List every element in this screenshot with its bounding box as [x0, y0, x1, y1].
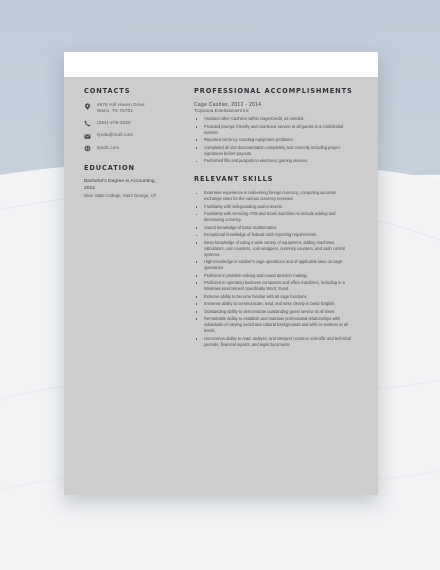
- accomplishments-list: [194, 116, 354, 164]
- skills-list: [194, 190, 354, 347]
- contact-address: [84, 102, 166, 115]
- contact-phone: [84, 120, 166, 128]
- list-item: Completed all slot documentation completely and correctly including proper signatures before payouts.: [194, 145, 354, 157]
- list-item: Exceptional knowledge of federal cash reporting requirements.: [194, 232, 354, 238]
- accomplishments-heading: PROFESSIONAL ACCOMPLISHMENTS: [194, 87, 353, 95]
- globe-icon: [84, 145, 91, 152]
- list-item: Extreme ability to become familiar with all cage functions: [194, 294, 354, 300]
- list-item: Remarkable ability to establish and maintain professional relationships with individuals of varying social and cultural backgrounds and with co-workers at all levels.: [194, 316, 354, 334]
- list-item: High knowledge in cashier's cage operations and of applicable laws on cage operations: [194, 259, 354, 271]
- list-item: Proficient in problem-solving and sound decision-making.: [194, 273, 354, 279]
- list-item: Uncommon ability to read, analyze, and interpret common scientific and technical journals, financial reports, and legal documents.: [194, 336, 354, 348]
- contact-email[interactable]: [84, 132, 166, 140]
- contacts-heading: CONTACTS: [84, 87, 131, 95]
- list-item: Assisted other Cashiers within Cage/Credit, as needed.: [194, 116, 354, 122]
- phone-icon: [84, 120, 91, 127]
- list-item: Deep knowledge of using a wide variety of equipment, adding machines, calculators, coin counters, coin wrappers, currency counters, and cash control systems.: [194, 240, 354, 258]
- list-item: Provided prompt, friendly and courteous service to all guests in a confidential manner.: [194, 124, 354, 136]
- address-line-2: Waco, TX 76701: [97, 108, 134, 114]
- list-item: Reported currency counting equipment problems.: [194, 137, 354, 143]
- job-title: Cage Cashier, 2012 - 2014: [194, 102, 262, 108]
- left-column: [84, 87, 166, 199]
- list-item: Sound knowledge of basic mathematics.: [194, 225, 354, 231]
- contact-website[interactable]: [84, 145, 166, 153]
- list-item: Outstanding ability to demonstrate outstanding guest service at all times: [194, 309, 354, 315]
- email-text[interactable]: lynda@mail.com: [97, 132, 134, 138]
- list-item: Immense ability to communicate, read, and write clearly in basic English.: [194, 301, 354, 307]
- resume-header-band: [64, 52, 378, 77]
- phone-text: (254)-275-3165: [97, 119, 131, 125]
- education-heading: EDUCATION: [84, 164, 135, 173]
- map-pin-icon: [84, 103, 91, 110]
- skills-heading: RELEVANT SKILLS: [194, 175, 274, 184]
- list-item: Extensive experience in redeeming foreign currency, computing accurate exchange rates for the various currency received.: [194, 190, 354, 202]
- education-section: [84, 164, 166, 199]
- education-degree: Bachelor's Degree in Accounting, 2012: [84, 179, 156, 191]
- address-line-1: 4676 Hill Haven Drive: [97, 102, 145, 107]
- resume-page: [64, 52, 378, 495]
- mail-icon: [84, 133, 91, 140]
- education-school: Dixie State College, Saint George, UT: [84, 192, 157, 198]
- right-column: [194, 87, 354, 349]
- list-item: Familiarity with safeguarding casino assets.: [194, 204, 354, 210]
- website-text[interactable]: lynda.com: [97, 144, 120, 150]
- list-item: Familiarity with servicing ATM and Kiosk machines to include adding and decreasing currency.: [194, 211, 354, 223]
- list-item: Performed fills and jackpots to electronic gaming devices.: [194, 158, 354, 164]
- company-name: Tropicana Entertainment Inc: [194, 108, 249, 113]
- list-item: Proficient in operating business computers and office machines, including in a Windows environment specifically Word, Excel.: [194, 280, 354, 292]
